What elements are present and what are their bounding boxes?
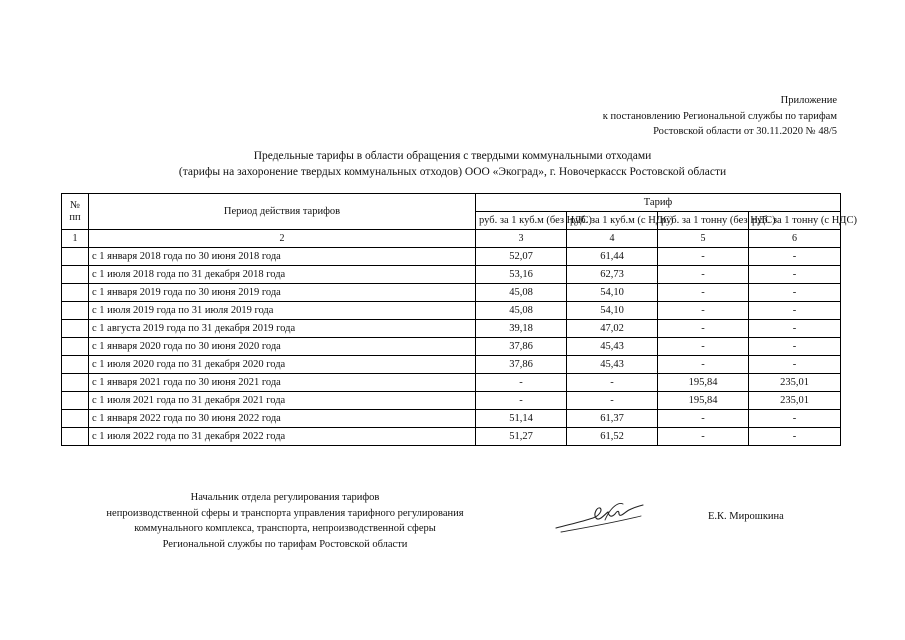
appendix-line-1: Приложение — [780, 95, 837, 106]
numbering-cell: 1 — [62, 230, 89, 248]
tariff-m3-vat-cell: 54,10 — [567, 302, 658, 320]
tariff-ton-no-vat-cell: - — [658, 356, 749, 374]
tariff-m3-vat-cell: 61,44 — [567, 248, 658, 266]
tariff-m3-no-vat-cell: 53,16 — [476, 266, 567, 284]
signatory-line-3: коммунального комплекса, транспорта, непроизводственной сферы — [134, 523, 436, 534]
table-row — [62, 374, 841, 392]
table-row — [62, 392, 841, 410]
tariff-ton-vat-cell: - — [749, 248, 841, 266]
signatory-position — [60, 490, 510, 552]
period-cell: с 1 января 2019 года по 30 июня 2019 года — [89, 284, 476, 302]
tariff-m3-no-vat-cell: 51,14 — [476, 410, 567, 428]
row-index-cell — [62, 338, 89, 356]
period-cell: с 1 июля 2022 года по 31 декабря 2022 года — [89, 428, 476, 446]
numbering-cell: 4 — [567, 230, 658, 248]
tariff-ton-no-vat-cell: - — [658, 428, 749, 446]
table-header-row-1 — [62, 194, 841, 212]
tariff-m3-no-vat-cell: 37,86 — [476, 356, 567, 374]
header-col-5: руб. за 1 тонну (без НДС) — [658, 212, 749, 230]
tariff-m3-vat-cell: 61,52 — [567, 428, 658, 446]
table-row — [62, 338, 841, 356]
tariff-m3-vat-cell: 47,02 — [567, 320, 658, 338]
period-cell: с 1 января 2021 года по 30 июня 2021 года — [89, 374, 476, 392]
tariff-ton-vat-cell: 235,01 — [749, 392, 841, 410]
numbering-cell: 6 — [749, 230, 841, 248]
period-cell: с 1 июля 2019 года по 31 июля 2019 года — [89, 302, 476, 320]
period-cell: с 1 августа 2019 года по 31 декабря 2019 года — [89, 320, 476, 338]
table-row — [62, 302, 841, 320]
numbering-cell: 2 — [89, 230, 476, 248]
header-num: № пп — [62, 194, 89, 230]
title-line-1: Предельные тарифы в области обращения с твердыми коммунальными отходами — [253, 150, 652, 162]
tariff-m3-vat-cell: 45,43 — [567, 356, 658, 374]
numbering-cell: 5 — [658, 230, 749, 248]
handwritten-signature — [553, 498, 648, 538]
row-index-cell — [62, 248, 89, 266]
period-cell: с 1 января 2018 года по 30 июня 2018 года — [89, 248, 476, 266]
period-cell: с 1 января 2022 года по 30 июня 2022 года — [89, 410, 476, 428]
period-cell: с 1 июля 2020 года по 31 декабря 2020 года — [89, 356, 476, 374]
table-numbering-row — [62, 230, 841, 248]
row-index-cell — [62, 356, 89, 374]
period-cell: с 1 июля 2021 года по 31 декабря 2021 года — [89, 392, 476, 410]
table-row — [62, 320, 841, 338]
signature-icon — [553, 498, 648, 538]
tariff-ton-vat-cell: - — [749, 284, 841, 302]
tariff-m3-no-vat-cell: 45,08 — [476, 284, 567, 302]
row-index-cell — [62, 266, 89, 284]
tariff-m3-no-vat-cell: 45,08 — [476, 302, 567, 320]
appendix-line-2: к постановлению Региональной службы по тарифам — [602, 110, 837, 122]
tariff-ton-no-vat-cell: - — [658, 284, 749, 302]
tariff-ton-vat-cell: 235,01 — [749, 374, 841, 392]
signatory-line-2: непроизводственной сферы и транспорта управления тарифного регулирования — [106, 507, 464, 519]
tariff-ton-no-vat-cell: - — [658, 266, 749, 284]
table-row — [62, 284, 841, 302]
tariff-ton-no-vat-cell: - — [658, 338, 749, 356]
tariff-ton-vat-cell: - — [749, 356, 841, 374]
row-index-cell — [62, 428, 89, 446]
period-cell: с 1 января 2020 года по 30 июня 2020 года — [89, 338, 476, 356]
row-index-cell — [62, 410, 89, 428]
tariff-m3-no-vat-cell: 39,18 — [476, 320, 567, 338]
header-period: Период действия тарифов — [89, 194, 476, 230]
signatory-name: Е.К. Мирошкина — [708, 511, 784, 522]
tariff-ton-vat-cell: - — [749, 428, 841, 446]
tariff-m3-no-vat-cell: 52,07 — [476, 248, 567, 266]
document-title — [0, 148, 905, 180]
tariff-m3-no-vat-cell: - — [476, 392, 567, 410]
tariff-m3-vat-cell: 61,37 — [567, 410, 658, 428]
tariff-m3-vat-cell: 45,43 — [567, 338, 658, 356]
tariff-m3-no-vat-cell: 51,27 — [476, 428, 567, 446]
row-index-cell — [62, 284, 89, 302]
table-row — [62, 248, 841, 266]
tariff-ton-vat-cell: - — [749, 320, 841, 338]
tariff-ton-no-vat-cell: - — [658, 320, 749, 338]
tariff-ton-no-vat-cell: 195,84 — [658, 392, 749, 410]
period-cell: с 1 июля 2018 года по 31 декабря 2018 года — [89, 266, 476, 284]
tariff-ton-no-vat-cell: - — [658, 410, 749, 428]
tariff-m3-no-vat-cell: 37,86 — [476, 338, 567, 356]
tariff-m3-vat-cell: - — [567, 374, 658, 392]
signatory-line-1: Начальник отдела регулирования тарифов — [190, 492, 380, 503]
tariff-ton-vat-cell: - — [749, 302, 841, 320]
tariffs-table — [61, 193, 857, 446]
table-row — [62, 428, 841, 446]
appendix-line-3: Ростовской области от 30.11.2020 № 48/5 — [653, 126, 837, 137]
table-row — [62, 410, 841, 428]
table-row — [62, 356, 841, 374]
header-col-3: руб. за 1 куб.м (без НДС) — [476, 212, 567, 230]
row-index-cell — [62, 392, 89, 410]
header-col-6: руб. за 1 тонну (с НДС) — [749, 212, 841, 230]
header-tariff: Тариф — [476, 194, 841, 212]
row-index-cell — [62, 374, 89, 392]
tariff-ton-vat-cell: - — [749, 410, 841, 428]
tariff-ton-no-vat-cell: - — [658, 248, 749, 266]
appendix-header — [603, 93, 837, 140]
tariff-m3-vat-cell: - — [567, 392, 658, 410]
table-row — [62, 266, 841, 284]
title-line-2: (тарифы на захоронение твердых коммунальных отходов) ООО «Экоград», г. Новочеркасск Ростовской области — [178, 166, 727, 178]
numbering-cell: 3 — [476, 230, 567, 248]
row-index-cell — [62, 320, 89, 338]
header-col-4: руб. за 1 куб.м (с НДС) — [567, 212, 658, 230]
tariff-m3-vat-cell: 62,73 — [567, 266, 658, 284]
tariff-ton-no-vat-cell: - — [658, 302, 749, 320]
row-index-cell — [62, 302, 89, 320]
tariff-ton-vat-cell: - — [749, 338, 841, 356]
tariff-m3-no-vat-cell: - — [476, 374, 567, 392]
tariff-m3-vat-cell: 54,10 — [567, 284, 658, 302]
tariff-ton-no-vat-cell: 195,84 — [658, 374, 749, 392]
tariff-ton-vat-cell: - — [749, 266, 841, 284]
signatory-line-4: Региональной службы по тарифам Ростовской области — [162, 538, 408, 550]
